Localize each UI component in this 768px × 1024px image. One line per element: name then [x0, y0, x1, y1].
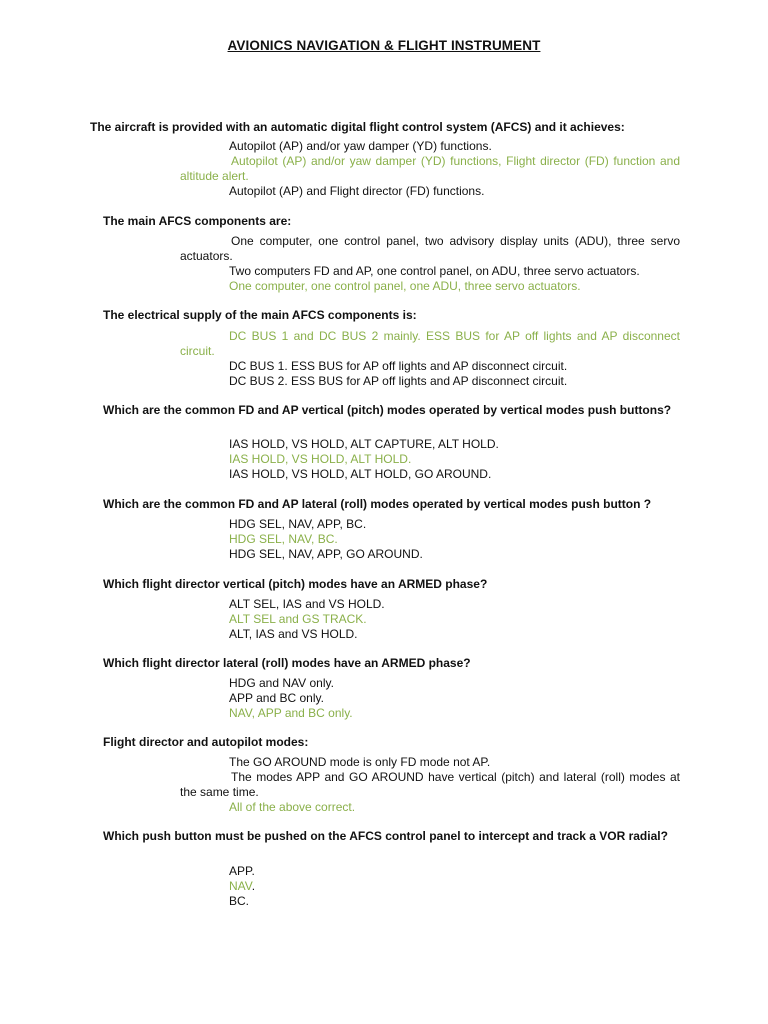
option-7a: HDG and NAV only.: [229, 676, 334, 690]
answers-7: [180, 676, 680, 721]
question-7: Which flight director lateral (roll) modes have an ARMED phase?: [103, 656, 471, 670]
option-9b-correct: NAV: [229, 879, 252, 893]
option-1a: Autopilot (AP) and/or yaw damper (YD) functions.: [229, 139, 492, 153]
option-9b-period: .: [251, 879, 256, 893]
question-1: The aircraft is provided with an automatic digital flight control system (AFCS) and it achieves:: [90, 120, 625, 134]
answers-2: [180, 234, 680, 294]
question-4: Which are the common FD and AP vertical (pitch) modes operated by vertical modes push buttons?: [103, 403, 672, 417]
question-3: The electrical supply of the main AFCS components is:: [103, 308, 417, 322]
option-1c: Autopilot (AP) and Flight director (FD) functions.: [229, 184, 485, 198]
option-6a: ALT SEL, IAS and VS HOLD.: [229, 597, 385, 611]
option-4a: IAS HOLD, VS HOLD, ALT CAPTURE, ALT HOLD.: [229, 437, 499, 451]
question-6: Which flight director vertical (pitch) modes have an ARMED phase?: [103, 577, 488, 591]
answers-6: [180, 597, 680, 642]
option-7b: APP and BC only.: [229, 691, 324, 705]
answers-9: [180, 864, 680, 909]
question-8: Flight director and autopilot modes:: [103, 735, 309, 749]
option-9c: BC.: [229, 894, 250, 908]
option-2b: Two computers FD and AP, one control panel, on ADU, three servo actuators.: [229, 264, 640, 278]
option-2c-correct: One computer, one control panel, one ADU, three servo actuators.: [229, 279, 581, 293]
option-8b: The modes APP and GO AROUND have vertical (pitch) and lateral (roll) modes at the same time.: [180, 770, 680, 799]
option-3b: DC BUS 1. ESS BUS for AP off lights and AP disconnect circuit.: [229, 359, 568, 373]
option-6c: ALT, IAS and VS HOLD.: [229, 627, 358, 641]
answers-5: [180, 517, 680, 562]
option-8a: The GO AROUND mode is only FD mode not AP.: [229, 755, 491, 769]
answers-8: [180, 755, 680, 815]
answers-3: [180, 329, 680, 389]
question-5: Which are the common FD and AP lateral (roll) modes operated by vertical modes push button ?: [103, 497, 652, 511]
option-5a: HDG SEL, NAV, APP, BC.: [229, 517, 367, 531]
answers-4: [180, 437, 680, 482]
document-title: AVIONICS NAVIGATION & FLIGHT INSTRUMENT: [227, 38, 541, 53]
question-2: The main AFCS components are:: [103, 214, 292, 228]
question-9: Which push button must be pushed on the AFCS control panel to intercept and track a VOR radial?: [103, 829, 668, 843]
answers-1: [180, 139, 680, 199]
option-9b-line: [180, 879, 680, 894]
option-4b-correct: IAS HOLD, VS HOLD, ALT HOLD.: [229, 452, 412, 466]
option-6b-correct: ALT SEL and GS TRACK.: [229, 612, 367, 626]
option-5c: HDG SEL, NAV, APP, GO AROUND.: [229, 547, 423, 561]
option-8c-correct: All of the above correct.: [229, 800, 356, 814]
option-3a-correct: DC BUS 1 and DC BUS 2 mainly. ESS BUS for AP off lights and AP disconnect circuit.: [180, 329, 680, 358]
option-9a: APP.: [229, 864, 255, 878]
option-3c: DC BUS 2. ESS BUS for AP off lights and AP disconnect circuit.: [229, 374, 568, 388]
option-1b-correct: Autopilot (AP) and/or yaw damper (YD) functions, Flight director (FD) function and altitude alert.: [180, 154, 680, 183]
option-5b-correct: HDG SEL, NAV, BC.: [229, 532, 338, 546]
option-4c: IAS HOLD, VS HOLD, ALT HOLD, GO AROUND.: [229, 467, 492, 481]
option-7c-correct: NAV, APP and BC only.: [229, 706, 353, 720]
option-2a: One computer, one control panel, two advisory display units (ADU), three servo actuators.: [180, 234, 680, 263]
